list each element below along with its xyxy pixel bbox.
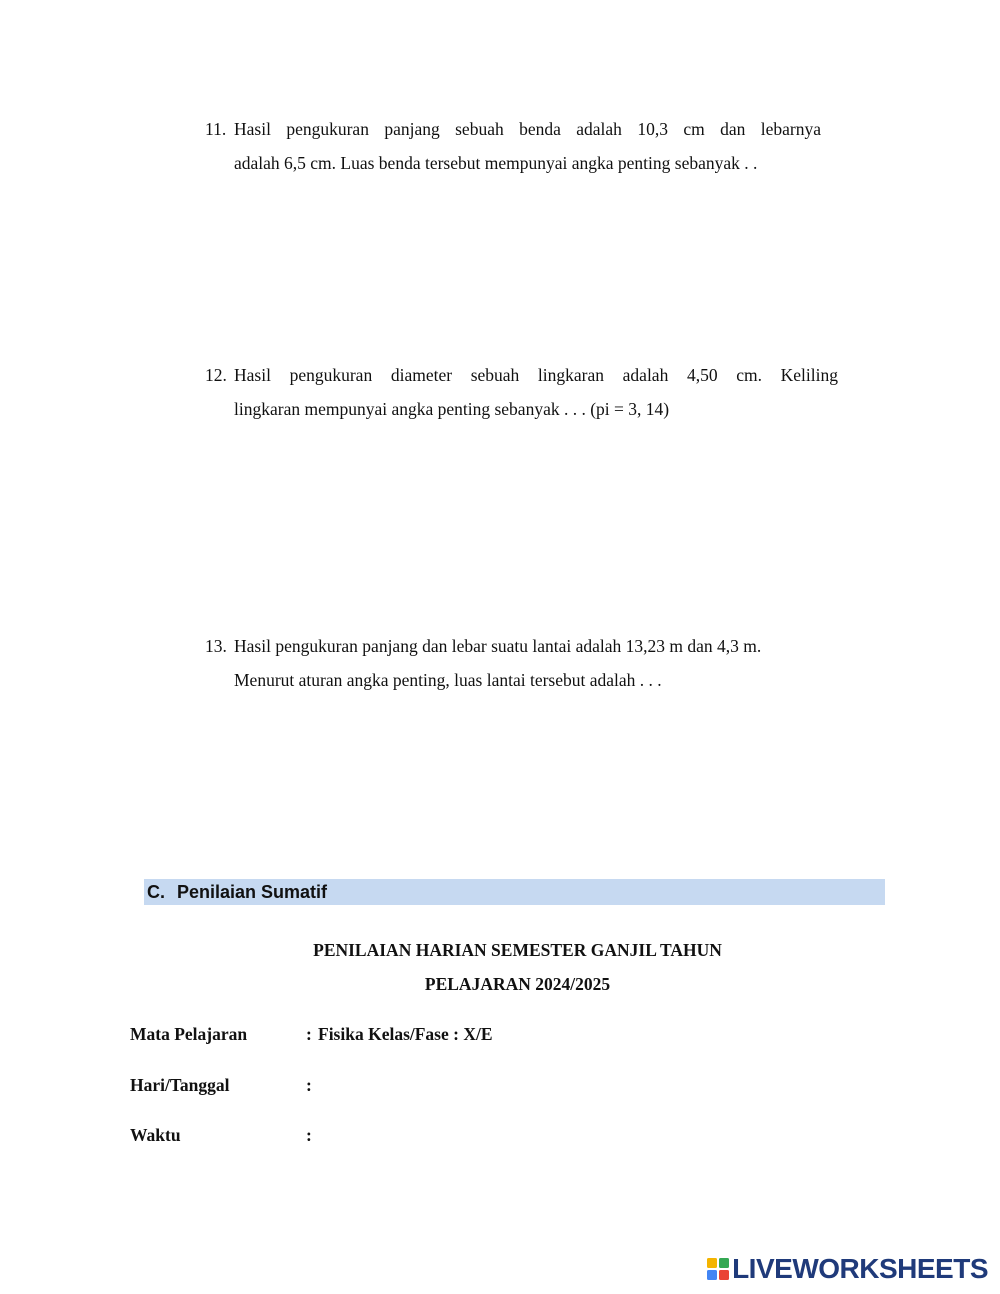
question-number: 12. (205, 365, 227, 385)
liveworksheets-branding (707, 1253, 988, 1285)
question-12 (205, 358, 838, 426)
section-title: Penilaian Sumatif (177, 882, 328, 902)
question-text-line: Hasil pengukuran panjang sebuah benda adalah 10,3 cm dan lebarnya (234, 119, 821, 139)
section-letter: C. (147, 882, 165, 902)
question-13 (205, 629, 845, 697)
exam-title-line-2: PELAJARAN 2024/2025 (424, 974, 611, 994)
info-label: Waktu (130, 1125, 181, 1145)
exam-title-line-1: PENILAIAN HARIAN SEMESTER GANJIL TAHUN (313, 940, 722, 960)
brand-text: LIVEWORKSHEETS (732, 1253, 988, 1284)
question-text-line: adalah 6,5 cm. Luas benda tersebut mempunyai angka penting sebanyak . . (234, 153, 758, 173)
section-header (144, 879, 885, 905)
question-text-line: Hasil pengukuran panjang dan lebar suatu lantai adalah 13,23 m dan 4,3 m. (234, 636, 762, 656)
info-colon: : (306, 1075, 312, 1095)
question-11 (205, 112, 821, 180)
liveworksheets-logo-icon (707, 1258, 729, 1280)
question-number: 11. (205, 119, 227, 139)
info-colon: : (306, 1024, 312, 1044)
info-label: Mata Pelajaran (130, 1024, 248, 1044)
question-text-line: Menurut aturan angka penting, luas lantai tersebut adalah . . . (234, 670, 662, 690)
info-value: Fisika Kelas/Fase : X/E (318, 1024, 493, 1044)
question-number: 13. (205, 636, 227, 656)
question-text-line: lingkaran mempunyai angka penting sebanyak . . . (pi = 3, 14) (234, 399, 670, 419)
info-label: Hari/Tanggal (130, 1075, 230, 1095)
info-colon: : (306, 1125, 312, 1145)
question-text-line: Hasil pengukuran diameter sebuah lingkaran adalah 4,50 cm. Keliling (234, 365, 838, 385)
